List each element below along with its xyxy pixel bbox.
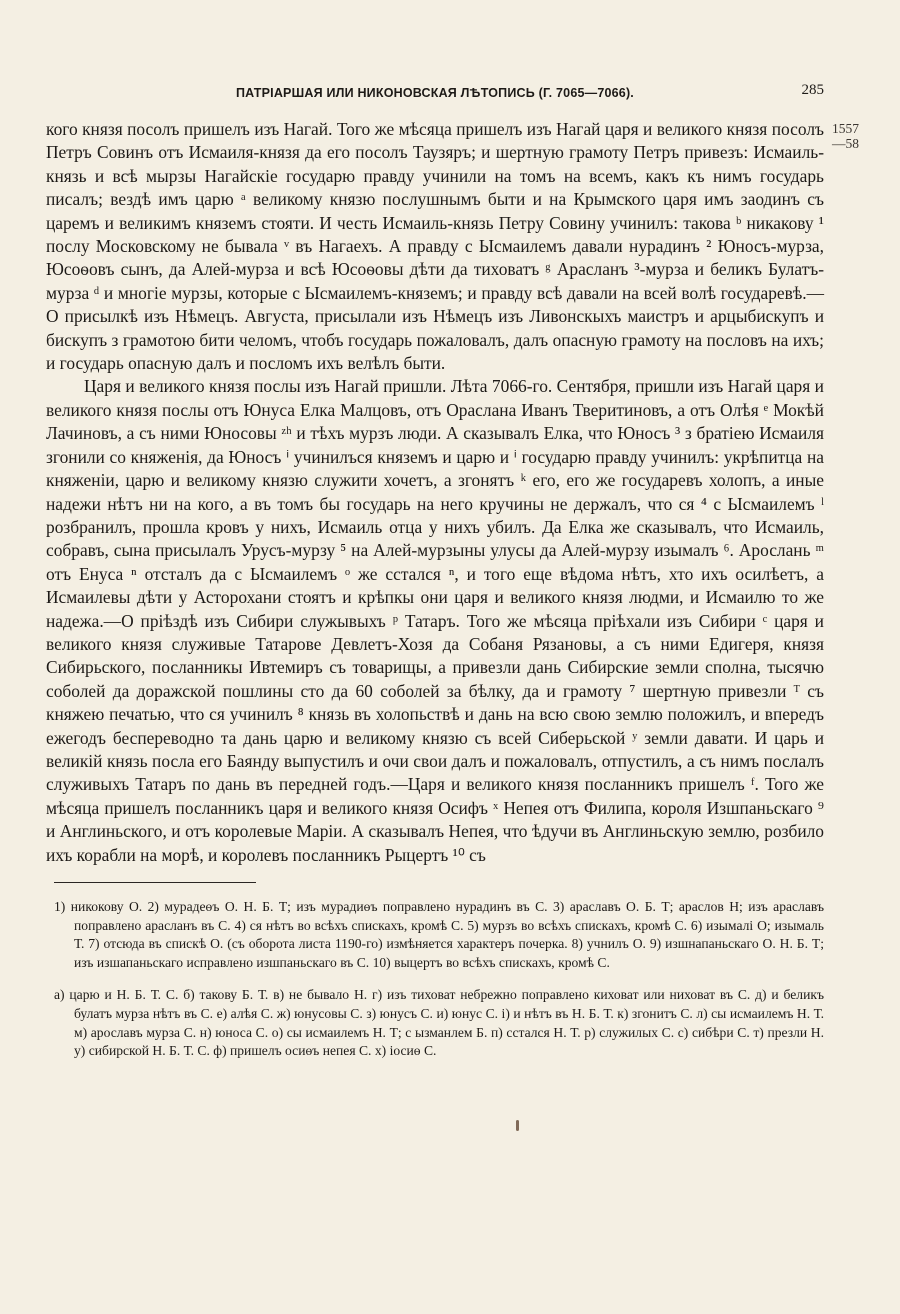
running-title: ПАТРІАРШАЯ ИЛИ НИКОНОВСКАЯ ЛѢТОПИСЬ (Г. 7065—7066). [236,86,634,100]
footnote-rule [54,882,256,883]
main-text [46,118,824,867]
footnotes [54,898,824,1061]
page-number: 285 [801,82,824,98]
running-head [46,82,824,104]
footnotes-numbered: 1) никокову О. 2) мурадеѳъ О. Н. Б. Т; изъ мурадиѳъ поправлено нурадинъ въ С. 3) араславъ О. Б. Т; араслов Н; изъ араславъ поправлено арасланъ въ С. 4) ся нѣтъ во всѣхъ спискахъ, кромѣ С. 5) мурзъ во всѣхъ спискахъ, кромѣ С. 6) изымалі О; изымаль Т. 7) отсюда въ спискѣ О. (съ оборота листа 1190-го) измѣняется характеръ почерка. 8) учнилъ О. 9) изшнапаньскаго О. Н. Б. Т; изъ изшапаньскаго исправлено изшпаньскаго въ С. 10) выцертъ во всѣхъ спискахъ, кромѣ С. [54,899,824,970]
footnotes-lettered: а) царю и Н. Б. Т. С. б) такову Б. Т. в) не бывало Н. г) изъ тиховат небрежно поправлено киховат или ниховат въ С. д) и беликъ булатъ мурза нѣтъ въ С. е) алѣя С. ж) юнусовы С. з) юнусъ С. и) юнус С. і) и нѣтъ въ Н. Б. Т. к) згонитъ С. л) сы исмаилемъ Н. Т. м) арославъ мурза С. н) юноса С. о) сы исмаилемъ Н. Т; с ызманлем Б. п) сстался Н. Т. р) служилых С. с) сибѣри С. т) презли Н. у) сибирской Н. Б. Т. С. ф) пришелъ осиѳъ непея С. х) іосиѳ С. [54,987,824,1059]
margin-year-bottom: —58 [832,136,859,151]
body-paragraph-2: Царя и великого князя послы изъ Нагай пришли. Лѣта 7066-го. Сентября, пришли изъ Нагай царя и великого князя послы отъ Юнуса Елка Малцовъ, отъ Орaслана Иванъ Тверитиновъ, а отъ Олѣя ᵉ Мокѣй Лачиновъ, а съ ними Юносовы ᶻʰ и тѣхъ мурзъ люди. А сказывалъ Елка, что Юносъ ³ з братіею Исмаиля згонили со княженія, да Юносъ ⁱ учинилъся княземъ и царю и ⁱ государю правду учинилъ: укрѣпитца на княженіи, царю и великому князю служити хочетъ, а згонятъ ᵏ его, его же государевъ холопъ, а иные надежи нѣтъ ни на кого, а въ томъ бы государь на него кручины не держалъ, что ся ⁴ с Ысмаилемъ ˡ розбранилъ, прошла кровъ у нихъ, Исмаиль отца у нихъ убилъ. Да Елка же сказывалъ, что Исмаиль, собравъ, сына присылалъ Урусъ-мурзу ⁵ на Алей-мурзыны улусы да Алей-мурзу изымалъ ⁶. Арослань ᵐ отъ Енуса ⁿ отсталъ да с Ысмаилемъ ᵒ же сстался ⁿ, и того еще вѣдома нѣтъ, хто ихъ осилѣетъ, а Исмаилевы дѣти у Асторохани стоятъ и крѣпкы они царя и великого князя людми, и Исмаилю то же надежа.—О пріѣздѣ изъ Сибири служывыхъ ᵖ Татаръ. Того же мѣсяца пріѣхали изъ Сибири ᶜ царя и великого князя служивые Татарове Девлетъ-Хозя да Собаня Рязановы, а съ ними Едигеря, князя Сибирьского, посланникы Ивтемиръ съ товарищы, а привезли дань Сибирские земли сполна, тысячю соболей да доражской пошлины сто да 60 соболей за бѣлку, да и грамоту ⁷ шертную привезли ᵀ съ княжею печатью, что ся учинилъ ⁸ князь въ холопьствѣ и дань на всю свою землю положилъ, и впередъ ежегодъ беспереводно та дань царю и великому князю съ всей Сиберьской ʸ земли давати. И царь и великій князь посла его Баянду выпустилъ и очи свои далъ и пожаловалъ, отпустилъ, а съ нимъ послалъ служивыхъ Татаръ по дань въ передней годъ.—Царя и великого князя посланникъ пришелъ ᶠ. Того же мѣсяца пришелъ посланникъ царя и великого князя Осифъ ˣ Непея отъ Филипа, короля Изшпаньскаго ⁹ и Англиньского, и отъ королевые Маріи. А сказывалъ Непея, что ѣдучи въ Англиньскую землю, розбило ихъ корабли на морѣ, и королевъ посланникъ Рыцертъ ¹⁰ съ [46,376,824,865]
body-paragraph-1: кого князя посолъ пришелъ изъ Нагай. Того же мѣсяца пришелъ изъ Нагай царя и великого князя посолъ Петръ Совинъ отъ Исмаиля-князя да его посолъ Таузяръ; и шертную грамоту Петръ привезъ: Исмаиль-князь и всѣ мырзы Нагайскіе государю правду учинили на томъ на всемъ, какъ къ нимъ государь писалъ; вездѣ имъ царю ᵃ великому князю послушнымъ быти и на Крымского царя имъ заодинъ съ царемъ и великимъ княземъ стояти. И честь Исмаиль-князь Петру Совину учинилъ: такова ᵇ никакову ¹ послу Московскому не бывала ᵛ въ Нагаехъ. А правду с Ысмаилемъ давали нурадинъ ² Юносъ-мурза, Юсоѳовъ сынъ, да Алей-мурза и всѣ Юсоѳовы дѣти да тиховатъ ᵍ Арасланъ ³-мурза и беликъ Булатъ-мурза ᵈ и многіе мурзы, которые с Ысмаилемъ-княземъ; и правду всѣ давали на всей волѣ государевѣ.—О присылкѣ изъ Нѣмецъ. Августа, присылали изъ Нѣмецъ изъ Ливонскыхъ маистръ и арцыбискупъ и бискупъ з грамотою бити челомъ, чтобъ государь пожаловалъ, далъ опасную грамоту на пословъ на ихъ; и государь опасную далъ и посломъ ихъ велѣлъ быти. [46,119,824,374]
margin-year-top: 1557 [832,121,859,136]
ink-spot [516,1120,519,1131]
margin-year-note [832,121,880,151]
